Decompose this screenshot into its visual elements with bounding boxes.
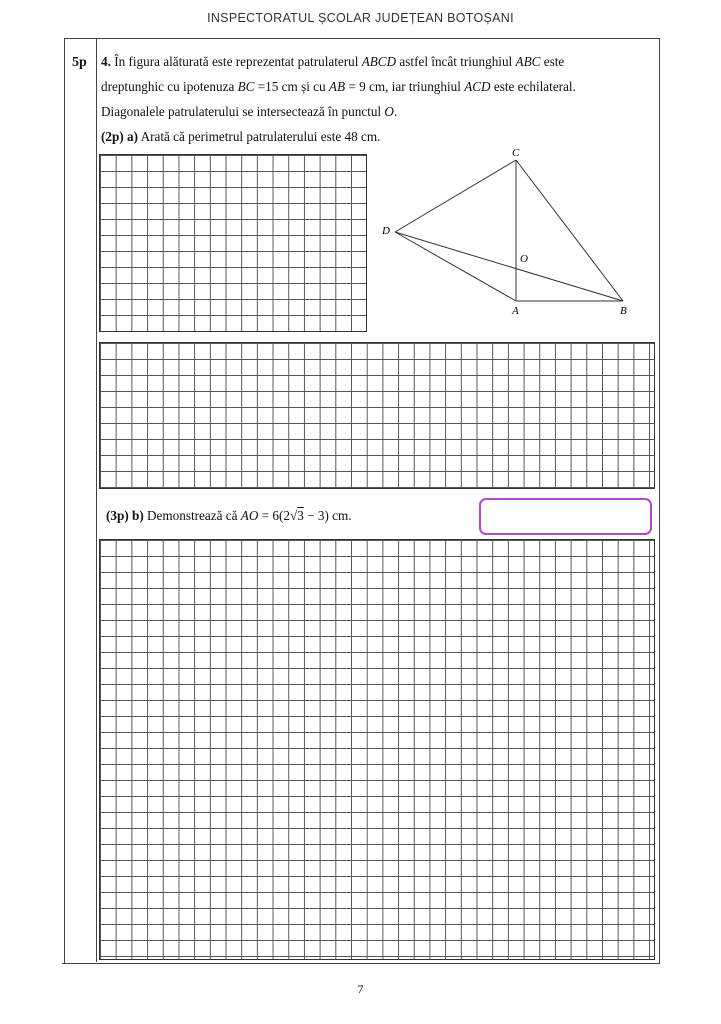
segment-cb — [516, 160, 623, 301]
math-acd: ACD — [464, 79, 491, 94]
part-b-label: (3p) b) — [106, 508, 144, 523]
math-eq: = 6 — [258, 508, 279, 523]
part-b-statement — [106, 508, 352, 524]
math-expr-open: (2 — [278, 508, 290, 523]
text-segment: este echilateral. — [490, 79, 576, 94]
score-column — [64, 38, 97, 962]
part-a-label: (2p) a) — [101, 129, 138, 144]
segment-dc — [395, 160, 516, 232]
label-o: O — [520, 253, 528, 265]
problem-number: 4. — [101, 54, 111, 69]
text-segment: = 9 cm, iar triunghiul — [345, 79, 465, 94]
page-header: INSPECTORATUL ȘCOLAR JUDEȚEAN BOTOȘANI — [207, 11, 514, 25]
score-label: 5p — [72, 55, 87, 70]
label-b: B — [620, 305, 627, 317]
watermark-stamp — [479, 498, 652, 535]
segment-da — [395, 232, 516, 301]
text-segment: dreptunghic cu ipotenuza — [101, 79, 238, 94]
text-segment: este — [540, 54, 565, 69]
part-a-text: Arată că perimetrul patrulaterului este 48 cm. — [138, 129, 381, 144]
math-bc: BC — [237, 79, 255, 94]
math-expr-close: − 3) — [303, 508, 329, 523]
problem-line-1 — [101, 54, 564, 70]
label-c: C — [512, 147, 520, 159]
quadrilateral-figure — [378, 142, 638, 322]
problem-line-2 — [101, 79, 576, 95]
text-segment: =15 cm și cu — [254, 79, 329, 94]
segment-db — [395, 232, 623, 301]
sqrt-symbol: √ — [289, 508, 298, 523]
text-segment: astfel încât triunghiul — [396, 54, 516, 69]
math-abc: ABC — [515, 54, 541, 69]
math-ab: AB — [328, 79, 346, 94]
text-segment: Diagonalele patrulaterului se intersectează în punctul — [101, 104, 385, 119]
bottom-rule — [62, 963, 659, 964]
text-segment: În figura alăturată este reprezentat patrulaterul — [110, 54, 362, 69]
answer-grid-small[interactable] — [99, 154, 367, 332]
part-b-text: Demonstrează că — [143, 508, 241, 523]
part-a-statement — [101, 129, 380, 145]
label-d: D — [382, 225, 390, 237]
answer-grid-a[interactable] — [99, 342, 655, 489]
problem-line-3 — [101, 104, 397, 120]
text-segment: . — [393, 104, 398, 119]
page-number: 7 — [357, 982, 364, 996]
math-abcd: ABCD — [361, 54, 397, 69]
label-a: A — [512, 305, 519, 317]
math-o: O — [384, 104, 394, 119]
sqrt-argument: 3 — [297, 508, 304, 523]
answer-grid-b[interactable] — [99, 539, 655, 960]
unit: cm. — [328, 508, 352, 523]
math-ao: AO — [240, 508, 259, 523]
